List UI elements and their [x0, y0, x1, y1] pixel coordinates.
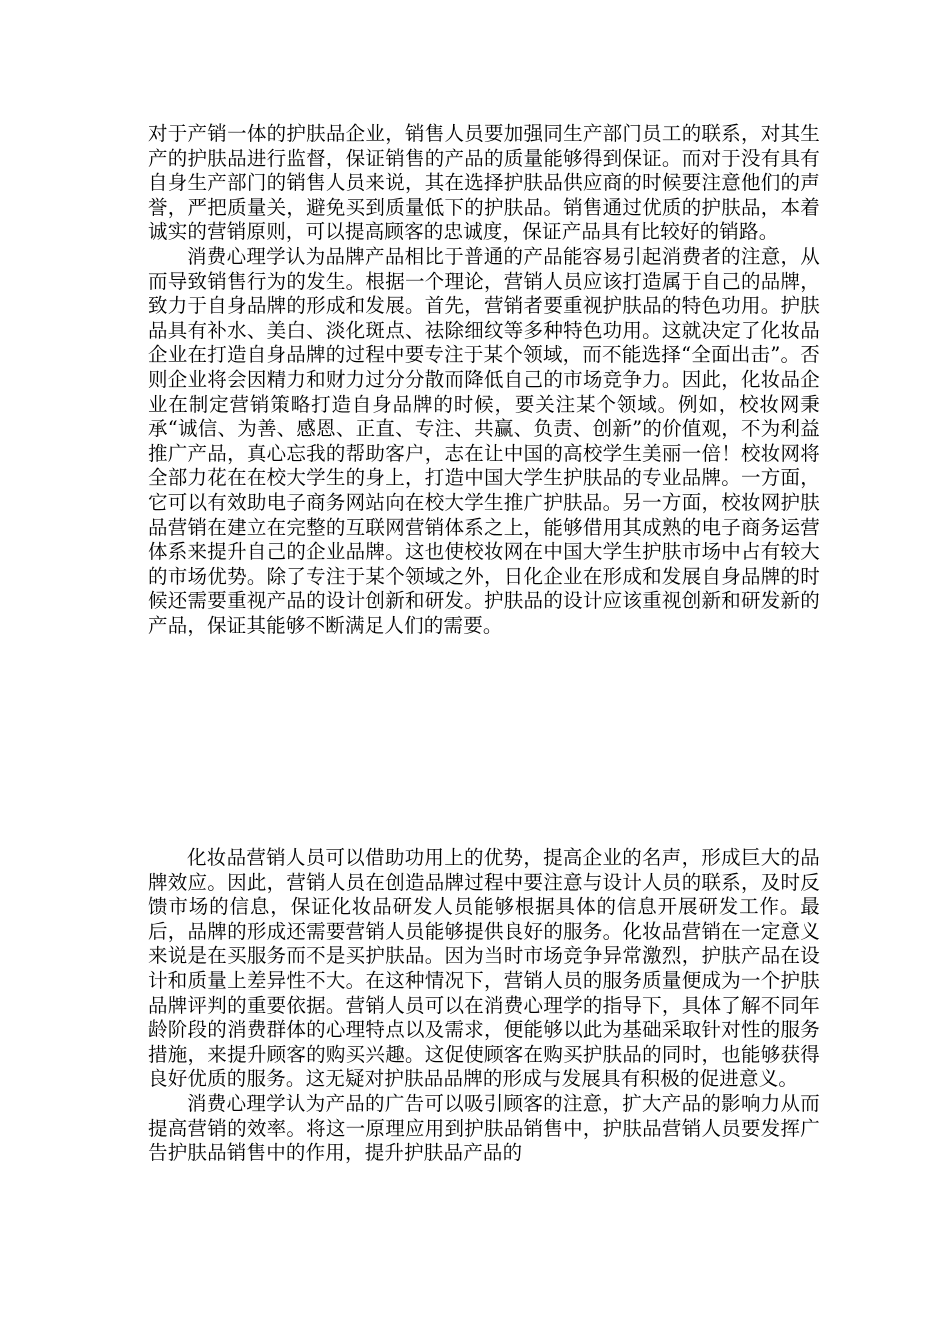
text-block-lower	[148, 846, 820, 1166]
text-block-upper	[148, 122, 820, 638]
paragraph-quality-control: 对于产销一体的护肤品企业，销售人员要加强同生产部门员工的联系，对其生产的护肤品进行监督，保证销售的产品的质量能够得到保证。而对于没有具有自身生产部门的销售人员来说，其在选择护肤品供应商的时候要注意他们的声誉，严把质量关，避免买到质量低下的护肤品。销售通过优质的护肤品，本着诚实的营销原则，可以提高顾客的忠诚度，保证产品具有比较好的销路。	[148, 122, 820, 244]
paragraph-brand-building: 消费心理学认为品牌产品相比于普通的产品能容易引起消费者的注意，从而导致销售行为的发生。根据一个理论，营销人员应该打造属于自己的品牌，致力于自身品牌的形成和发展。首先，营销者要重视护肤品的特色功用。护肤品具有补水、美白、淡化斑点、祛除细纹等多种特色功用。这就决定了化妆品企业在打造自身品牌的过程中要专注于某个领域，而不能选择“全面出击”。否则企业将会因精力和财力过分分散而降低自己的市场竞争力。因此，化妆品企业在制定营销策略打造自身品牌的时候，要关注某个领域。例如，校妆网秉承“诚信、为善、感恩、正直、专注、共赢、负责、创新”的价值观，不为利益推广产品，真心忘我的帮助客户，志在让中国的高校学生美丽一倍！校妆网将全部力花在在校大学生的身上，打造中国大学生护肤品的专业品牌。一方面，它可以有效助电子商务网站向在校大学生推广护肤品。另一方面，校妆网护肤品营销在建立在完整的互联网营销体系之上，能够借用其成熟的电子商务运营体系来提升自己的企业品牌。这也使校妆网在中国大学生护肤市场中占有较大的市场优势。除了专注于某个领域之外，日化企业在形成和发展自身品牌的时候还需要重视产品的设计创新和研发。护肤品的设计应该重视创新和研发新的产品，保证其能够不断满足人们的需要。	[148, 244, 820, 637]
paragraph-advertising: 消费心理学认为产品的广告可以吸引顾客的注意，扩大产品的影响力从而提高营销的效率。将这一原理应用到护肤品销售中，护肤品营销人员要发挥广告护肤品销售中的作用，提升护肤品产品的	[148, 1091, 820, 1165]
paragraph-brand-effect-service: 化妆品营销人员可以借助功用上的优势，提高企业的名声，形成巨大的品牌效应。因此，营销人员在创造品牌过程中要注意与设计人员的联系，及时反馈市场的信息，保证化妆品研发人员能够根据具体的信息开展研发工作。最后，品牌的形成还需要营销人员能够提供良好的服务。化妆品营销在一定意义来说是在买服务而不是买护肤品。因为当时市场竞争异常激烈，护肤产品在设计和质量上差异性不大。在这种情况下，营销人员的服务质量便成为一个护肤品牌评判的重要依据。营销人员可以在消费心理学的指导下，具体了解不同年龄阶段的消费群体的心理特点以及需求，便能够以此为基础采取针对性的服务措施，来提升顾客的购买兴趣。这促使顾客在购买护肤品的同时，也能够获得良好优质的服务。这无疑对护肤品品牌的形成与发展具有积极的促进意义。	[148, 846, 820, 1091]
